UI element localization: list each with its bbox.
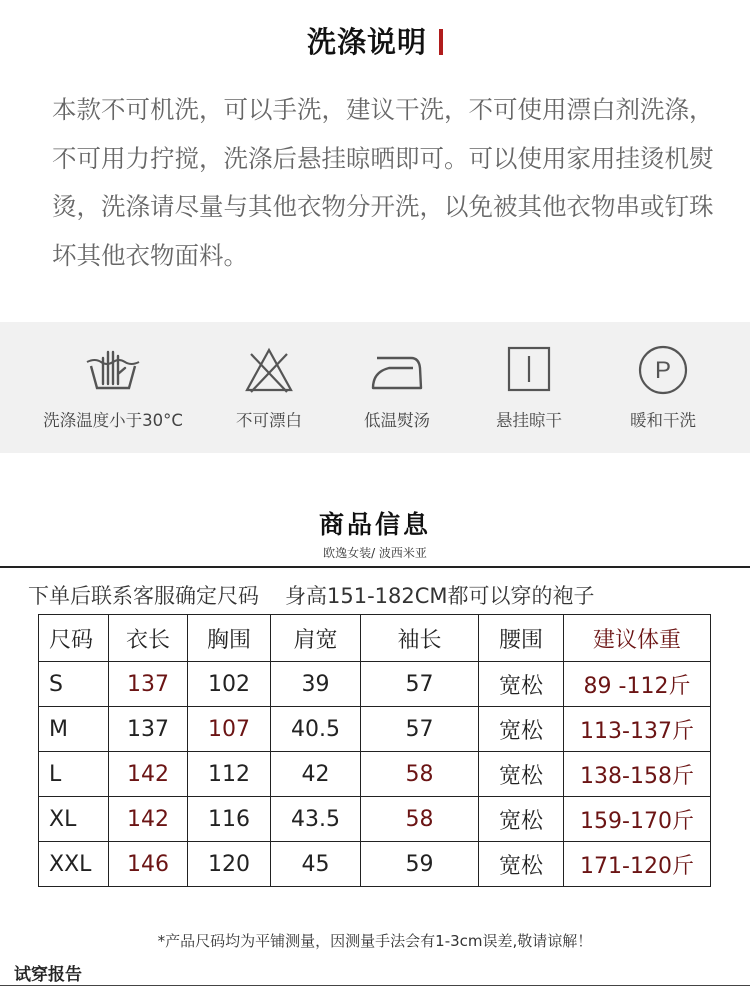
cell-waist: 宽松 [479,707,564,752]
cell-sleeve: 57 [361,707,479,752]
cell-length: 142 [109,752,188,797]
cell-size: XL [39,797,109,842]
cell-size: M [39,707,109,752]
cell-shoulder: 45 [271,842,361,887]
title-accent-bar [439,29,443,55]
cell-shoulder: 40.5 [271,707,361,752]
header-length: 衣长 [109,615,188,662]
care-item-dry-clean [588,344,738,431]
size-table-header [39,615,711,662]
cell-weight: 171-120斤 [564,842,711,887]
cell-shoulder: 42 [271,752,361,797]
care-label: 不可漂白 [236,411,302,430]
care-label: 悬挂晾干 [496,411,562,430]
cell-waist: 宽松 [479,842,564,887]
table-row [39,662,711,707]
trial-report-divider [0,985,750,986]
product-info-divider [0,566,750,568]
product-info-title: 商品信息 [318,510,431,539]
cell-bust: 120 [188,842,271,887]
svg-text:P: P [654,357,672,384]
cell-size: L [39,752,109,797]
table-row [39,842,711,887]
no-bleach-icon [239,344,299,396]
cell-length: 137 [109,707,188,752]
table-row [39,752,711,797]
cell-length: 137 [109,662,188,707]
washing-description: 本款不可机洗，可以手洗，建议干洗，不可使用漂白剂洗涤，不可用力拧搅，洗涤后悬挂晾晒即可。可以使用家用挂烫机熨烫，洗涤请尽量与其他衣物分开洗，以免被其他衣物串或钉珠坏其他衣物面料。 [52,95,714,270]
care-symbols-band [0,322,750,453]
table-row [39,797,711,842]
header-bust: 胸围 [188,615,271,662]
cell-shoulder: 43.5 [271,797,361,842]
size-note [28,580,743,610]
washing-title [0,20,750,61]
cell-sleeve: 58 [361,797,479,842]
cell-length: 142 [109,797,188,842]
dry-clean-icon [633,344,693,396]
cell-shoulder: 39 [271,662,361,707]
size-table [38,614,711,887]
header-sleeve: 袖长 [361,615,479,662]
cell-weight: 138-158斤 [564,752,711,797]
product-info-subtitle: 欧逸女装/ 波西米亚 [323,546,427,560]
hand-wash-icon [83,344,143,396]
cell-sleeve: 59 [361,842,479,887]
cell-bust: 112 [188,752,271,797]
cell-bust: 102 [188,662,271,707]
cell-bust: 107 [188,707,271,752]
measurement-footnote: *产品尺码均为平铺测量，因测量手法会有1-3cm误差,敬请谅解！ [157,932,593,950]
trial-report-heading: 试穿报告 [14,965,82,985]
header-shoulder: 肩宽 [271,615,361,662]
size-note-height: 身高151-182CM都可以穿的袍子 [285,584,595,608]
size-note-contact: 下单后联系客服确定尺码 [28,584,259,608]
care-item-hang-dry [454,344,604,431]
cell-length: 146 [109,842,188,887]
cell-waist: 宽松 [479,797,564,842]
care-label: 洗涤温度小于30°C [43,411,183,430]
cell-waist: 宽松 [479,662,564,707]
header-weight: 建议体重 [564,615,711,662]
care-label: 低温熨汤 [364,411,430,430]
care-item-low-iron [322,344,472,431]
care-label: 暖和干洗 [630,411,696,430]
cell-sleeve: 58 [361,752,479,797]
cell-sleeve: 57 [361,662,479,707]
cell-bust: 116 [188,797,271,842]
cell-size: XXL [39,842,109,887]
header-size: 尺码 [39,615,109,662]
hang-dry-icon [499,344,559,396]
washing-title-text: 洗涤说明 [306,25,427,59]
table-row [39,707,711,752]
cell-weight: 89 -112斤 [564,662,711,707]
cell-weight: 113-137斤 [564,707,711,752]
header-waist: 腰围 [479,615,564,662]
cell-weight: 159-170斤 [564,797,711,842]
cell-size: S [39,662,109,707]
low-iron-icon [367,344,427,396]
care-item-hand-wash [38,344,188,431]
cell-waist: 宽松 [479,752,564,797]
